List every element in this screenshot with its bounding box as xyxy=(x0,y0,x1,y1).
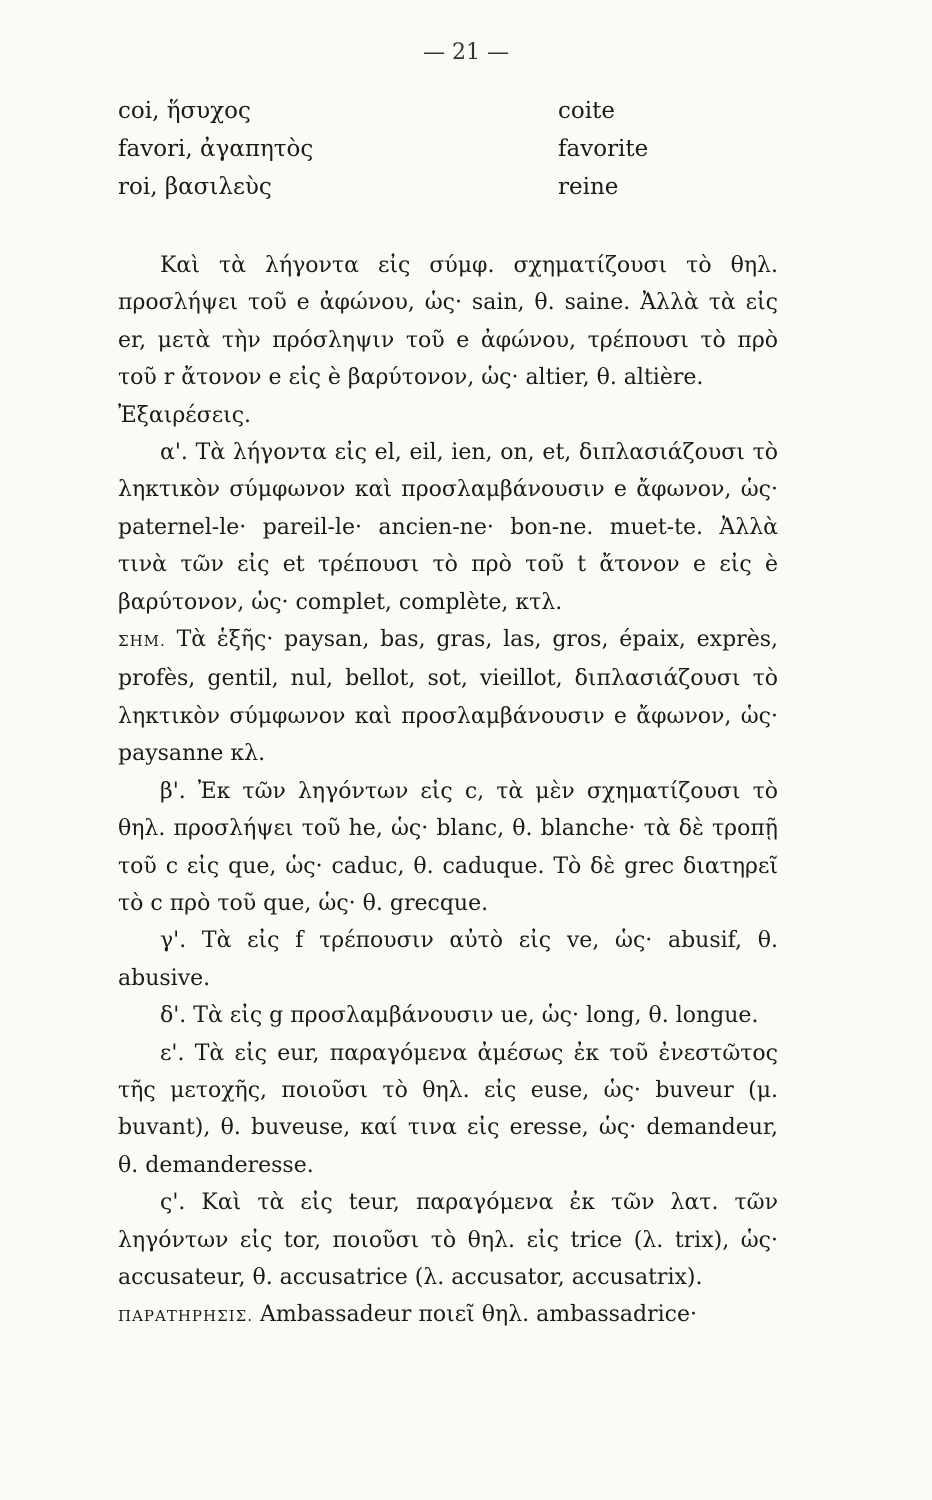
feminine-form: reine xyxy=(558,174,619,200)
paragraph-alpha: α'. Τὰ λήγοντα εἰς el, eil, ien, on, et, διπλασιάζουσι τὸ ληκτικὸν σύμφωνον καὶ προσλαμβάνουσιν e ἄφωνον, ὡς· paternel-le· pareil-le· ancien-ne· bon-ne. muet-te. Ἀλλὰ τινὰ τῶν εἰς et τρέπουσι τὸ πρὸ τοῦ t ἄτονον e εἰς è βαρύτονον, ὡς· complet, complète, κτλ. xyxy=(118,440,778,615)
paragraph-delta: δ'. Τὰ εἰς g προσλαμβάνουσιν ue, ὡς· long, θ. longue. xyxy=(160,1003,759,1029)
word-pair-row xyxy=(118,136,818,174)
feminine-form: favorite xyxy=(558,136,649,162)
masculine-form: coi, ἥσυχος xyxy=(118,98,251,124)
paragraph-intro: Καὶ τὰ λήγοντα εἰς σύμφ. σχηματίζουσι τὸ θηλ. προσλήψει τοῦ e ἀφώνου, ὡς· sain, θ. saine. Ἀλλὰ τὰ εἰς er, μετὰ τὴν πρόσληψιν τοῦ e ἀφώνου, τρέπουσι τὸ πρὸ τοῦ r ἄτονον e εἰς è βαρύτονον, ὡς· altier, θ. altière. xyxy=(118,253,778,391)
remark-label: ΠΑΡΑΤΗΡΗΣΙΣ. xyxy=(118,1307,254,1326)
masculine-form: roi, βασιλεὺς xyxy=(118,174,272,200)
masculine-form: favori, ἀγαπητὸς xyxy=(118,136,314,162)
paragraph-exceptions-heading: Ἐξαιρέσεις. xyxy=(118,402,252,428)
note-label: ΣΗΜ. xyxy=(118,632,166,651)
remark-text: Ambassadeur ποιεῖ θηλ. ambassadrice· xyxy=(260,1302,697,1328)
note-text: Τὰ ἑξῆς· paysan, bas, gras, las, gros, épaix, exprès, profès, gentil, nul, bellot, sot, vieillot, διπλασιάζουσι τὸ ληκτικὸν σύμφωνον καὶ προσλαμβάνουσιν e ἄφωνον, ὡς· paysanne κλ. xyxy=(118,627,778,767)
feminine-form: coite xyxy=(558,98,615,124)
paragraph-epsilon: ε'. Τὰ εἰς eur, παραγόμενα ἀμέσως ἐκ τοῦ ἐνεστῶτος τῆς μετοχῆς, ποιοῦσι τὸ θηλ. εἰς euse, ὡς· buveur (μ. buvant), θ. buveuse, καί τινα εἰς eresse, ὡς· demandeur, θ. demanderesse. xyxy=(118,1040,778,1178)
word-pair-list xyxy=(118,98,818,212)
paragraph-stigma: ς'. Καὶ τὰ εἰς teur, παραγόμενα ἐκ τῶν λατ. τῶν ληγόντων εἰς tor, ποιοῦσι τὸ θηλ. εἰς trice (λ. trix), ὡς· accusateur, θ. accusatrice (λ. accusator, accusatrix). xyxy=(118,1190,778,1290)
body-text xyxy=(118,247,778,1336)
paragraph-beta: β'. Ἐκ τῶν ληγόντων εἰς c, τὰ μὲν σχηματίζουσι τὸ θηλ. προσλήψει τοῦ he, ὡς· blanc, θ. blanche· τὰ δὲ τροπῇ τοῦ c εἰς que, ὡς· caduc, θ. caduque. Τὸ δὲ grec διατηρεῖ τὸ c πρὸ τοῦ que, ὡς· θ. grecque. xyxy=(118,778,778,916)
word-pair-row xyxy=(118,98,818,136)
paragraph-gamma: γ'. Τὰ εἰς f τρέπουσιν αὐτὸ εἰς ve, ὡς· abusif, θ. abusive. xyxy=(118,928,778,991)
word-pair-row xyxy=(118,174,818,212)
paragraph-remark xyxy=(118,1296,778,1335)
page-number: — 21 — xyxy=(423,40,509,65)
paragraph-note xyxy=(118,621,778,773)
